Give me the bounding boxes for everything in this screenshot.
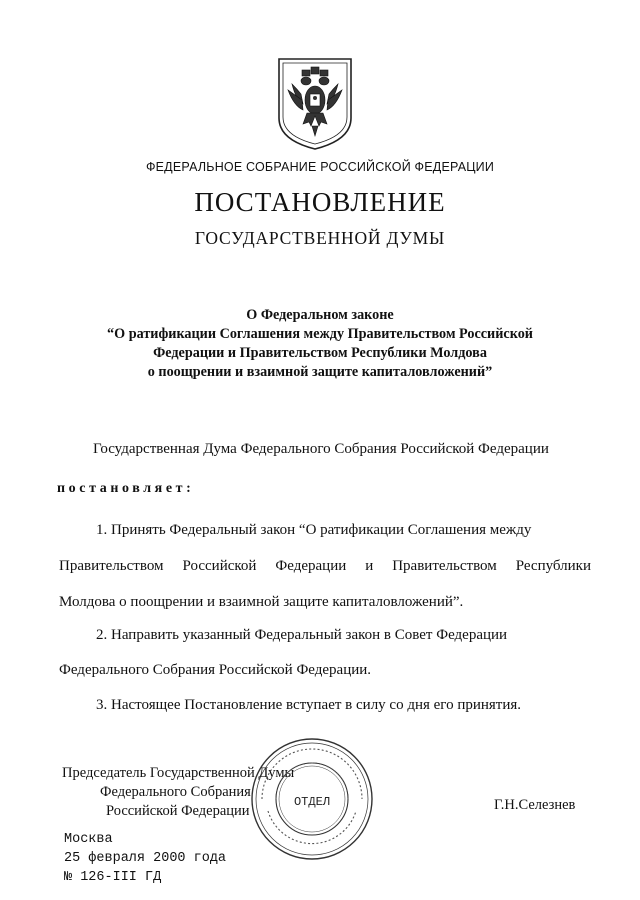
chairman-title-line: Федерального Собрания [100,784,251,800]
signatory-name: Г.Н.Селезнев [494,797,576,813]
place-text: Москва [64,832,113,847]
law-title-line: о поощрении и взаимной защите капиталовложений” [147,364,493,380]
document-type: ПОСТАНОВЛЕНИЕ [194,187,446,217]
law-title-line: “О ратификации Соглашения между Правительством Российской [107,326,533,342]
decree-word: постановляет: [57,481,195,496]
law-title-line: Федерации и Правительством Республики Молдова [153,345,487,361]
item-3-line: 3. Настоящее Постановление вступает в силу со дня его принятия. [96,697,522,713]
item-2-line: Федерального Собрания Российской Федерации. [59,662,372,678]
document-number: № 126-III ГД [64,870,162,885]
official-stamp-icon [248,735,376,863]
document-subtype: ГОСУДАРСТВЕННОЙ ДУМЫ [194,228,446,248]
date-text: 25 февраля 2000 года [64,851,227,866]
item-2-line: 2. Направить указанный Федеральный закон в Совет Федерации [96,627,508,643]
coat-of-arms-emblem-icon [276,56,354,152]
chairman-title-line: Российской Федерации [106,803,250,819]
intro-text: Государственная Дума Федерального Собрания Российской Федерации [93,441,549,457]
law-title [0,306,640,382]
item-1-line: Молдова о поощрении и взаимной защите капиталовложений”. [59,594,464,610]
chairman-title-line: Председатель Государственной Думы [62,765,295,781]
stamp-center-text: ОТДЕЛ [293,795,331,809]
organization-name: ФЕДЕРАЛЬНОЕ СОБРАНИЕ РОССИЙСКОЙ ФЕДЕРАЦИИ [145,160,495,174]
item-1-line: Правительством Российской Федерации и Правительством Республики [59,558,591,574]
law-title-line: О Федеральном законе [246,307,394,323]
item-1-line: 1. Принять Федеральный закон “О ратификации Соглашения между [96,522,532,538]
